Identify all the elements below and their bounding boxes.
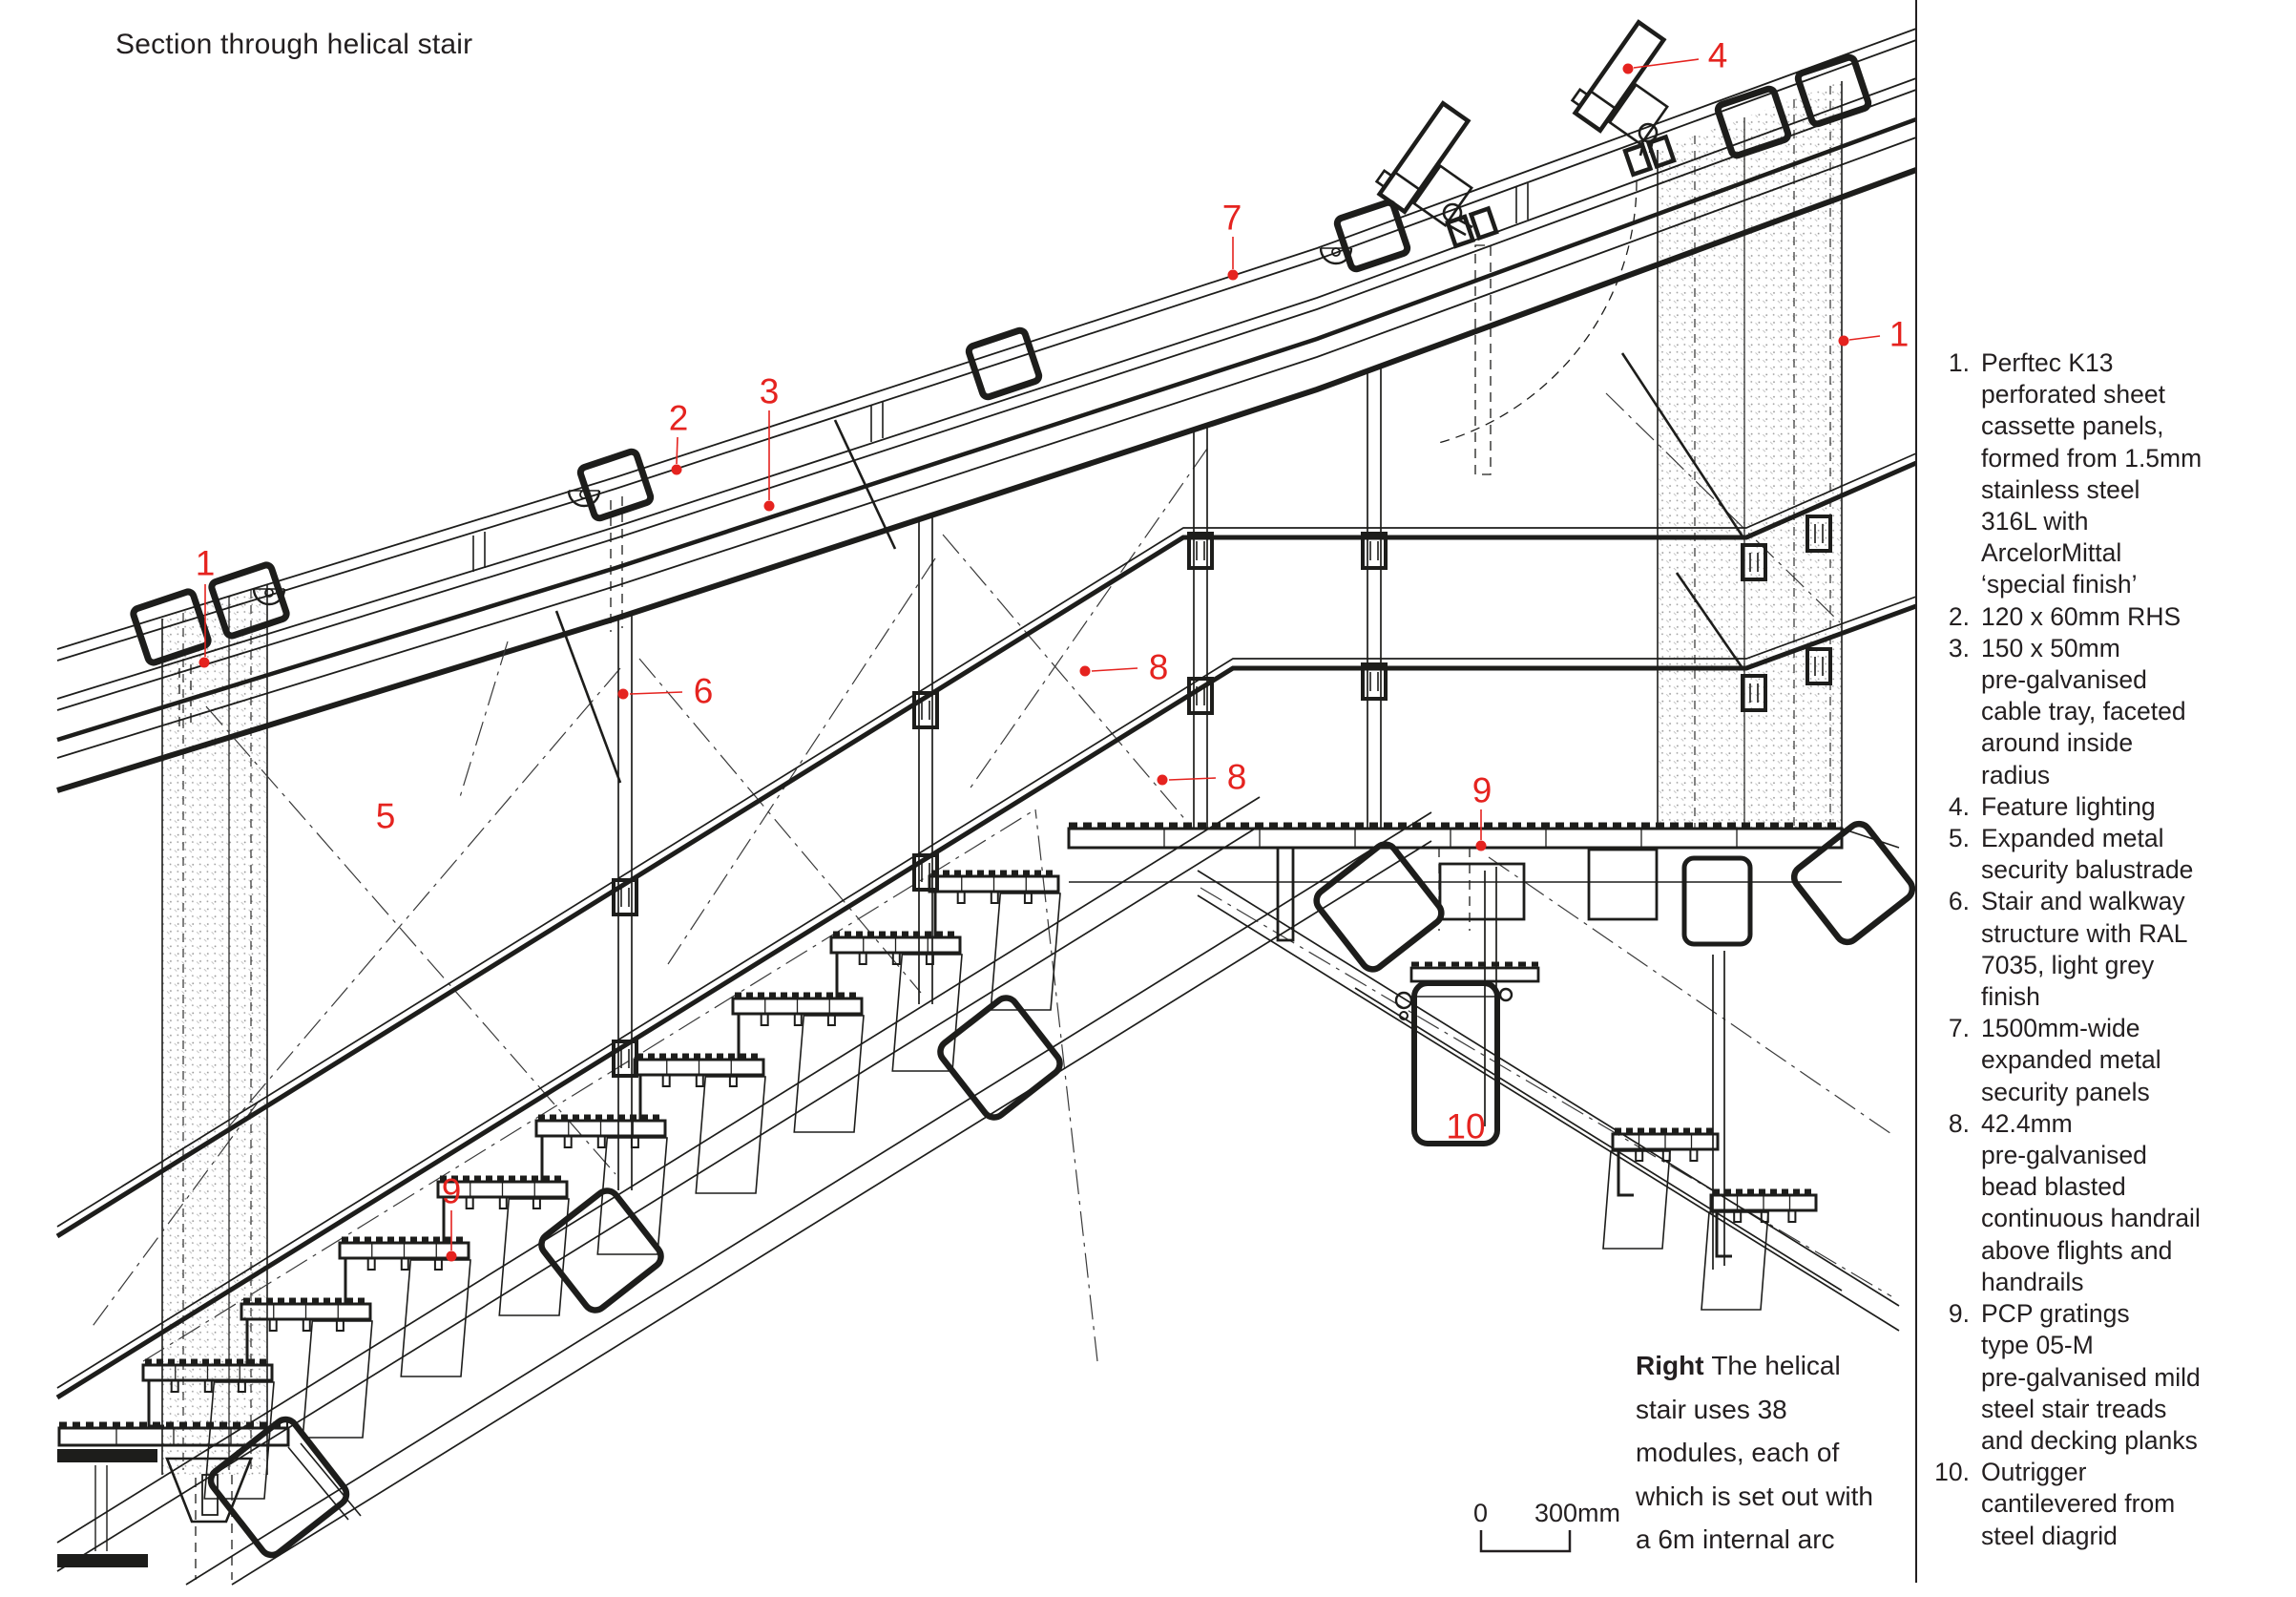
callout-leader: [630, 692, 682, 694]
legend-item: [1928, 886, 2281, 1013]
legend-item: [1928, 601, 2281, 633]
legend-item-text: Outrigger cantilevered from steel diagrid: [1981, 1458, 2176, 1550]
legend-item: [1928, 823, 2281, 886]
legend-item: [1928, 1013, 2281, 1108]
legend-list: [1928, 347, 2281, 1552]
feature-light: [1567, 17, 1667, 156]
legend-item-number: 5.: [1948, 824, 1970, 853]
legend-item-number: 10.: [1934, 1458, 1970, 1487]
callout-dot: [1476, 841, 1487, 851]
scale-bar: [1468, 1499, 1630, 1565]
callout-dot: [1228, 270, 1239, 281]
legend-item: [1928, 1108, 2281, 1298]
band-fittings: [132, 56, 1869, 664]
caption: Right The helical stair uses 38 modules, each of which is set out with a 6m internal arc: [1636, 1351, 1873, 1554]
legend-item-number: 8.: [1948, 1108, 1970, 1138]
legend-item-number: 9.: [1948, 1299, 1970, 1329]
callout-label-9: 9: [1472, 770, 1492, 810]
callout-dot: [1839, 336, 1849, 347]
callout-leader: [1092, 668, 1138, 671]
callout-dot: [1158, 775, 1168, 786]
callout-label-2: 2: [668, 398, 689, 438]
callout-label-6: 6: [693, 671, 714, 711]
callout-dot: [1623, 64, 1634, 74]
callout-dot: [764, 501, 775, 512]
callout-label-8: 8: [1148, 647, 1169, 687]
callout-label-9: 9: [441, 1171, 462, 1211]
scale-max-label: 300mm: [1534, 1499, 1621, 1527]
legend-item-number: 7.: [1948, 1014, 1970, 1043]
legend-item-number: 1.: [1948, 348, 1970, 377]
scale-bar-bracket: [1468, 1499, 1630, 1565]
legend-item-text: 42.4mm pre-galvanised bead blasted continuous handrail above flights and handrails: [1981, 1108, 2201, 1296]
legend-item-text: Expanded metal security balustrade: [1981, 824, 2194, 885]
callout-leader: [1849, 336, 1880, 340]
legend-item-number: 2.: [1948, 601, 1970, 631]
callout-label-3: 3: [759, 371, 780, 411]
drawing-title: Section through helical stair: [115, 29, 473, 60]
legend-item-number: 6.: [1948, 887, 1970, 916]
legend-item: [1928, 1457, 2281, 1552]
legend-item: [1928, 633, 2281, 791]
callout-label-5: 5: [375, 796, 396, 836]
legend-item-text: Stair and walkway structure with RAL 7035, light grey finish: [1981, 887, 2188, 1012]
legend-item: [1928, 347, 2281, 601]
legend-item-number: 3.: [1948, 633, 1970, 662]
legend-item-text: Feature lighting: [1981, 791, 2156, 821]
right-wall-hatch: [1658, 81, 1842, 829]
callout-label-10: 10: [1446, 1106, 1486, 1146]
callout-leader: [1169, 778, 1216, 780]
legend-item: [1928, 791, 2281, 823]
callout-leader: [677, 437, 678, 464]
feature-light: [1371, 98, 1472, 235]
legend-item-text: PCP gratings type 05-M pre-galvanised mild steel stair treads and decking planks: [1981, 1299, 2201, 1455]
callout-dot: [618, 689, 629, 700]
callout-leader: [1634, 59, 1699, 68]
callout-dot: [1080, 666, 1091, 677]
legend-item-text: 150 x 50mm pre-galvanised cable tray, faceted around inside radius: [1981, 633, 2186, 789]
callout-label-7: 7: [1221, 198, 1242, 238]
continuous-handrails: [57, 453, 1916, 1397]
legend-item-number: 4.: [1948, 791, 1970, 821]
scale-zero-label: 0: [1473, 1499, 1489, 1527]
legend-item-text: 120 x 60mm RHS: [1981, 601, 2181, 631]
callout-label-1: 1: [195, 543, 216, 583]
lower-flight: [1198, 867, 1899, 1331]
legend-item-text: 1500mm-wide expanded metal security panels: [1981, 1014, 2161, 1106]
legend-item-text: Perftec K13 perforated sheet cassette panels, formed from 1.5mm stainless steel 316L with ArcelorMittal ‘special finish’: [1981, 348, 2202, 599]
legend-item: [1928, 1298, 2281, 1457]
callout-dot: [447, 1251, 457, 1262]
callout-label-1: 1: [1889, 314, 1910, 354]
callout-dot: [199, 658, 210, 668]
caption-lead: Right: [1636, 1351, 1712, 1380]
callout-label-8: 8: [1226, 757, 1247, 797]
left-wall-hatch: [162, 584, 267, 1475]
callout-label-4: 4: [1707, 35, 1728, 75]
callout-dot: [672, 465, 682, 475]
